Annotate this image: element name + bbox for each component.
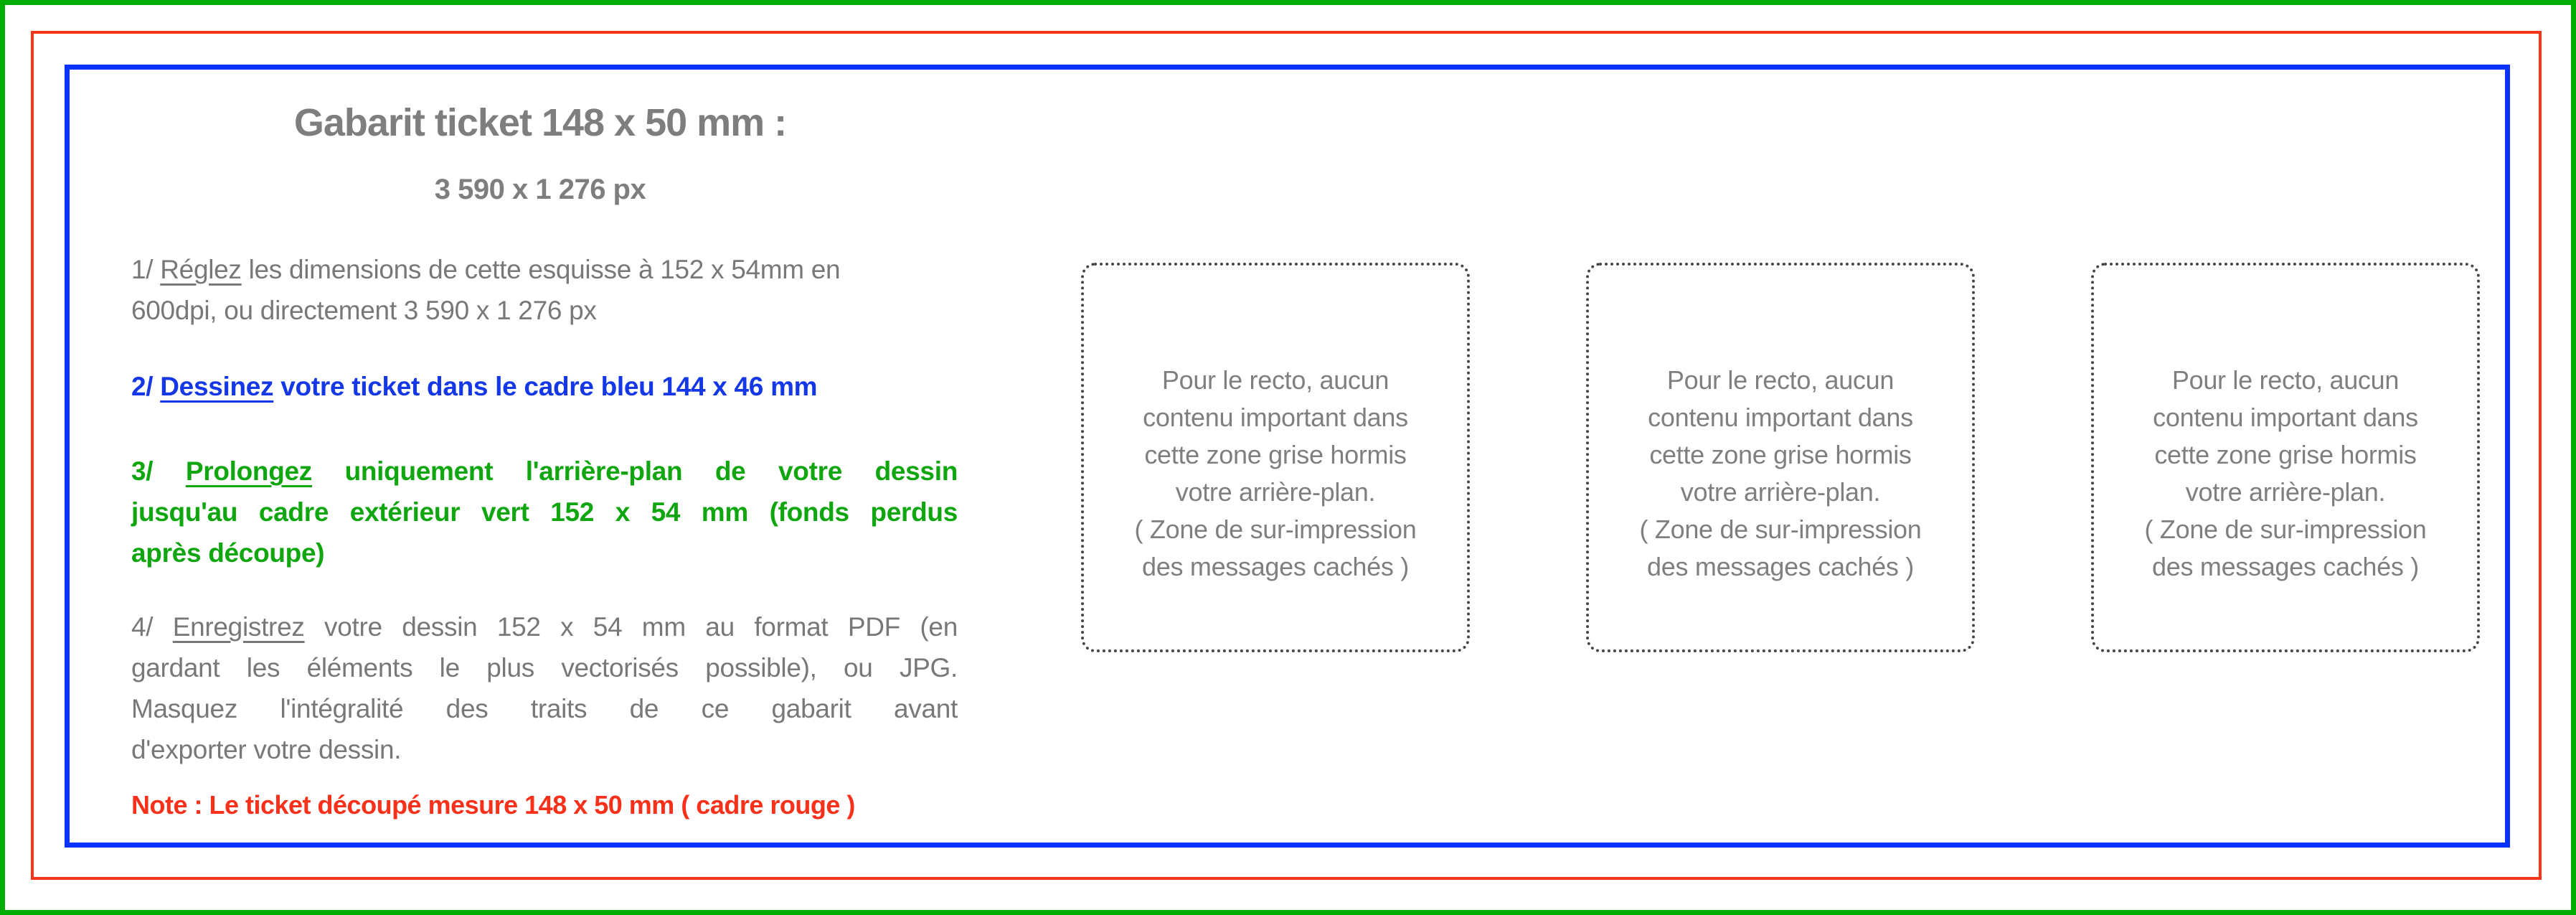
instruction-3-verb: Prolongez xyxy=(185,456,312,486)
overprint-zone-3-line-1: Pour le recto, aucun xyxy=(2171,365,2400,395)
instruction-1-verb: Réglez xyxy=(160,255,242,284)
overprint-zone-2-line-2: contenu important dans xyxy=(1648,403,1913,432)
overprint-zone-2-line-1: Pour le recto, aucun xyxy=(1666,365,1895,395)
overprint-zone-1-line-5: ( Zone de sur-impression xyxy=(1134,515,1417,544)
instruction-3 xyxy=(131,451,958,573)
instruction-4-text: votre dessin 152 x 54 mm au format PDF (en xyxy=(304,612,958,642)
instruction-3-line-1 xyxy=(131,451,958,492)
overprint-zone-1-line-6: des messages cachés ) xyxy=(1142,552,1409,581)
instruction-4-line-1 xyxy=(131,606,958,647)
instruction-2 xyxy=(131,366,958,407)
instruction-4-line-2: gardant les éléments le plus vectorisés possible), ou JPG. xyxy=(131,653,958,682)
overprint-zone-box-2 xyxy=(1586,263,1975,652)
instruction-4-line-4: d'exporter votre dessin. xyxy=(131,735,402,764)
instruction-3-number: 3/ xyxy=(131,456,186,486)
instruction-4-number: 4/ xyxy=(131,612,173,642)
page-subtitle: 3 590 x 1 276 px xyxy=(434,174,646,205)
overprint-zone-1-line-2: contenu important dans xyxy=(1143,403,1408,432)
overprint-zone-3-line-4: votre arrière-plan. xyxy=(2185,477,2386,507)
page-title: Gabarit ticket 148 x 50 mm : xyxy=(293,101,787,144)
instruction-4-verb: Enregistrez xyxy=(172,612,305,642)
instruction-4-line-3: Masquez l'intégralité des traits de ce gabarit avant xyxy=(131,694,958,723)
instruction-2-line-1 xyxy=(131,366,958,407)
instruction-1-line-1 xyxy=(131,249,958,290)
instruction-1 xyxy=(131,249,958,331)
overprint-zone-1-line-4: votre arrière-plan. xyxy=(1175,477,1376,507)
overprint-zone-3-line-3: cette zone grise hormis xyxy=(2154,440,2417,469)
instruction-2-verb: Dessinez xyxy=(160,372,274,401)
overprint-zone-box-1 xyxy=(1081,263,1470,652)
cut-size-note: Note : Le ticket découpé mesure 148 x 50 mm ( cadre rouge ) xyxy=(131,790,855,820)
instruction-2-text: votre ticket dans le cadre bleu 144 x 46 mm xyxy=(273,372,818,401)
instruction-1-number: 1/ xyxy=(131,255,161,284)
instruction-3-text: uniquement l'arrière-plan de votre dessin xyxy=(311,456,958,486)
overprint-zone-2-line-5: ( Zone de sur-impression xyxy=(1639,515,1922,544)
overprint-zone-3-line-6: des messages cachés ) xyxy=(2152,552,2419,581)
instruction-3-line-3: après découpe) xyxy=(131,538,325,568)
instruction-3-line-2: jusqu'au cadre extérieur vert 152 x 54 mm (fonds perdus xyxy=(131,497,958,527)
instruction-1-line-2: 600dpi, ou directement 3 590 x 1 276 px xyxy=(131,296,597,325)
overprint-zone-2-line-6: des messages cachés ) xyxy=(1647,552,1914,581)
overprint-zone-1-line-1: Pour le recto, aucun xyxy=(1161,365,1390,395)
instruction-4 xyxy=(131,606,958,770)
instruction-2-number: 2/ xyxy=(131,372,161,401)
overprint-zone-2-line-4: votre arrière-plan. xyxy=(1680,477,1881,507)
instruction-1-text: les dimensions de cette esquisse à 152 x 54mm en xyxy=(241,255,841,284)
overprint-zone-box-3 xyxy=(2091,263,2480,652)
overprint-zone-3-line-2: contenu important dans xyxy=(2153,403,2418,432)
overprint-zone-3-line-5: ( Zone de sur-impression xyxy=(2144,515,2427,544)
overprint-zone-1-line-3: cette zone grise hormis xyxy=(1144,440,1407,469)
overprint-zone-2-line-3: cette zone grise hormis xyxy=(1649,440,1912,469)
